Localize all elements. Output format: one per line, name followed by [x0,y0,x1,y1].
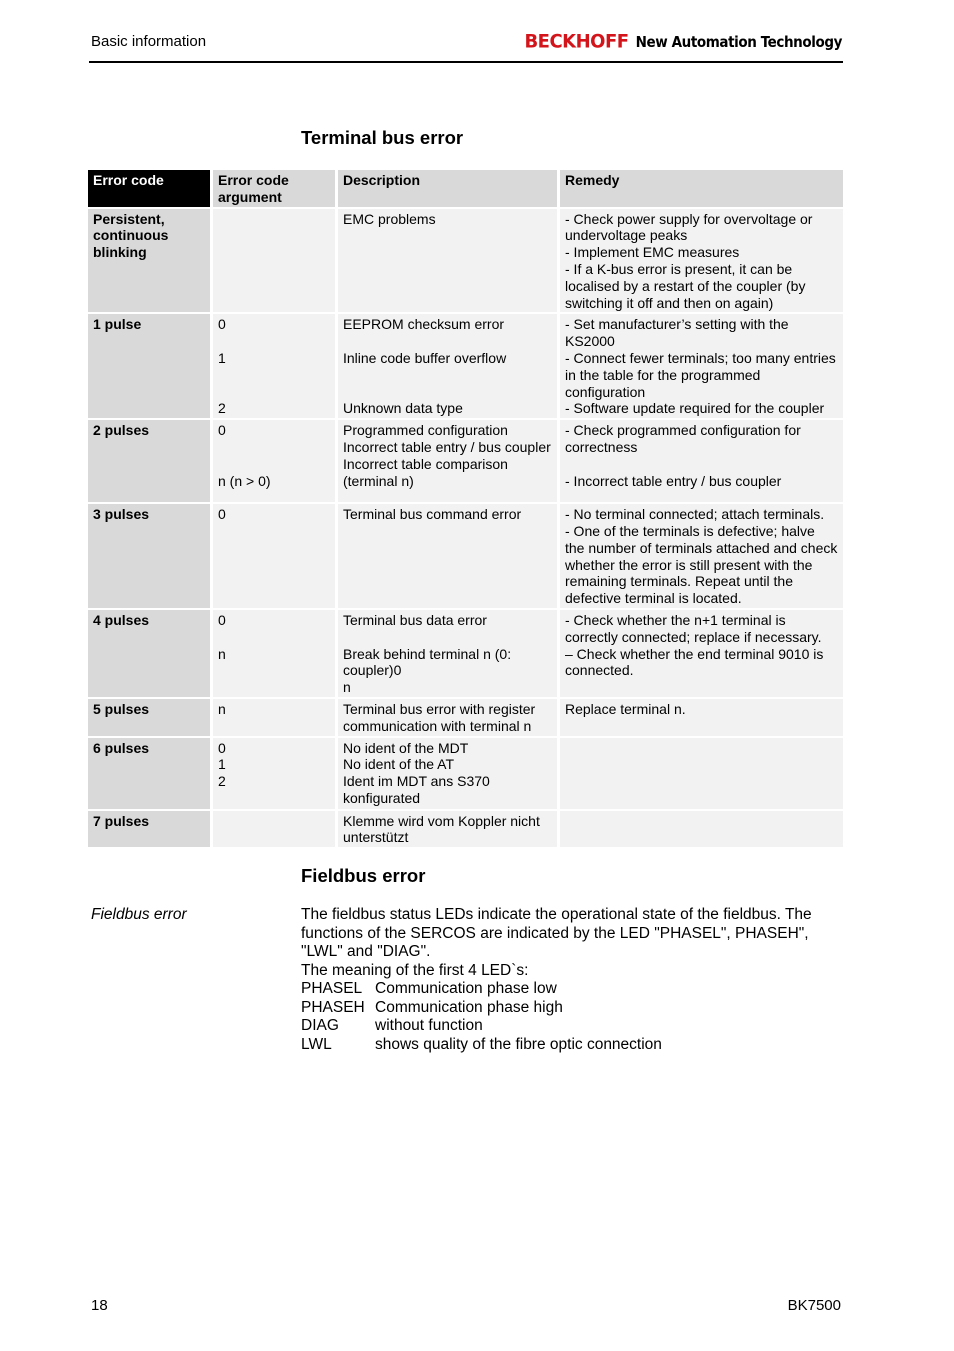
cell-line: 0 [218,739,226,756]
cell-line: Unknown data type [343,400,463,417]
cell-line: Ident im MDT ans S370 konfigurated [343,773,494,806]
led-list-item [301,1036,841,1055]
fieldbus-description [301,906,841,1054]
cell-line [218,333,330,350]
cell-line: Replace terminal n. [565,700,686,717]
argument-cell [213,504,335,608]
fieldbus-side-label: Fieldbus error [91,906,187,923]
cell-line [218,367,330,384]
cell-line: EEPROM checksum error [343,316,505,333]
led-name: DIAG [301,1017,339,1034]
table-body [88,209,843,848]
cell-line [343,367,552,384]
description-cell [338,738,557,809]
description-cell [338,811,557,848]
led-list-item [301,1017,841,1036]
remedy-cell [560,610,843,697]
cell-line [565,456,838,473]
cell-line: - Check programmed configuration for correctness [565,422,805,455]
cell-line: - Software update required for the coupler [565,400,825,417]
cell-line: n (n > 0) [218,472,271,489]
table-row [88,610,843,697]
remedy-cell [560,811,843,848]
argument-cell [213,420,335,502]
cell-line: 0 [218,422,226,439]
table-row [88,209,843,313]
cell-line [218,439,330,456]
error-code-cell: 2 pulses [88,420,210,502]
cell-line: n [218,700,226,717]
description-cell [338,209,557,313]
error-code-cell: Persistent, continuous blinking [88,209,210,313]
column-header-argument: Error code argument [213,170,335,207]
cell-line: - Implement EMC measures [565,244,740,261]
description-cell [338,314,557,418]
cell-line: n [218,645,226,662]
led-name: PHASEL [301,980,363,997]
footer-product: BK7500 [787,1297,841,1314]
header-section-label: Basic information [91,33,207,50]
remedy-cell [560,699,843,736]
remedy-cell [560,420,843,502]
cell-line: Break behind terminal n (0: coupler)0 [343,645,515,679]
terminal-bus-error-title: Terminal bus error [301,127,464,148]
cell-line: - Incorrect table entry / bus coupler [565,472,782,489]
cell-line: No ident of the AT [343,756,455,773]
error-code-cell: 7 pulses [88,811,210,848]
cell-line [343,629,552,646]
remedy-cell [560,738,843,809]
table-row [88,738,843,809]
error-code-cell: 5 pulses [88,699,210,736]
argument-cell [213,314,335,418]
brand-tagline: New Automation Technology [635,33,842,51]
fieldbus-paragraph: The fieldbus status LEDs indicate the operational state of the fieldbus. The functions of the SERCOS are indicated by the LED "PHASEL", PHASEH", "LWL" and "DIAG". [301,906,812,960]
table-row [88,314,843,418]
led-list-item [301,980,841,999]
remedy-cell [560,314,843,418]
led-list [301,980,841,1054]
error-code-cell: 6 pulses [88,738,210,809]
cell-line: 1 [218,349,226,366]
cell-line: 0 [218,506,226,523]
description-cell [338,699,557,736]
remedy-cell [560,209,843,313]
cell-line: 0 [218,316,226,333]
description-cell [338,504,557,608]
cell-line: No ident of the MDT [343,739,469,756]
cell-line: – Check whether the end terminal 9010 is connected. [565,645,828,679]
cell-line [218,384,330,401]
cell-line [218,629,330,646]
cell-line: 2 [218,400,226,417]
led-list-item [301,999,841,1018]
cell-line: - Connect fewer terminals; too many entries in the table for the programmed configuration [565,349,840,400]
error-code-cell: 1 pulse [88,314,210,418]
cell-line: Terminal bus command error [343,506,522,523]
led-meaning: shows quality of the fibre optic connection [375,1035,662,1053]
cell-line: - No terminal connected; attach terminals. [565,506,825,523]
remedy-cell [560,504,843,608]
argument-cell [213,699,335,736]
table-row [88,699,843,736]
column-header-description: Description [338,170,557,207]
cell-line: n [343,679,351,696]
cell-line: Terminal bus data error [343,611,487,628]
table-row [88,811,843,848]
led-name: PHASEH [301,998,365,1016]
page-number: 18 [91,1297,108,1314]
cell-line: 1 [218,756,226,773]
cell-line: - If a K-bus error is present, it can be localised by a restart of the coupler (by switching it off and then on again) [565,260,810,311]
table-header-row [88,170,843,207]
led-list-intro: The meaning of the first 4 LED`s: [301,961,529,979]
cell-line: 2 [218,773,226,790]
led-meaning: Communication phase high [375,998,563,1016]
column-header-error-code: Error code [88,170,210,207]
cell-line: Incorrect table entry / bus coupler [343,438,551,455]
led-meaning: Communication phase low [375,980,557,997]
fieldbus-error-title: Fieldbus error [301,865,426,886]
table-row [88,504,843,608]
cell-line: Terminal bus error with register communication with terminal n [343,700,540,734]
led-name: LWL [301,1035,332,1053]
error-code-cell: 4 pulses [88,610,210,697]
argument-cell [213,738,335,809]
led-meaning: without function [375,1017,483,1034]
cell-line: EMC problems [343,210,436,227]
column-header-remedy: Remedy [560,170,843,207]
error-code-cell: 3 pulses [88,504,210,608]
description-cell [338,610,557,697]
cell-line: Klemme wird vom Koppler nicht unterstützt [343,812,544,846]
header-rule [89,61,843,63]
argument-cell [213,811,335,848]
cell-line: Inline code buffer overflow [343,349,507,366]
cell-line: Programmed configuration [343,422,508,439]
beckhoff-logo: BECKHOFF [524,30,629,53]
description-cell [338,420,557,502]
terminal-bus-error-table [85,168,846,849]
argument-cell [213,209,335,313]
cell-line [343,384,552,401]
cell-line: 0 [218,611,226,628]
brand [524,31,842,52]
cell-line: Incorrect table comparison (terminal n) [343,455,512,489]
table-row [88,420,843,502]
cell-line: - Set manufacturer’s setting with the KS2000 [565,316,793,350]
cell-line: - Check whether the n+1 terminal is correctly connected; replace if necessary. [565,611,822,645]
cell-line: - One of the terminals is defective; halve the number of terminals attached and check whether the error is still present with the remaining terminals. Repeat until the defective terminal is located. [565,522,842,607]
argument-cell [213,610,335,697]
cell-line [343,333,552,350]
cell-line [218,456,330,473]
cell-line: - Check power supply for overvoltage or undervoltage peaks [565,210,817,244]
